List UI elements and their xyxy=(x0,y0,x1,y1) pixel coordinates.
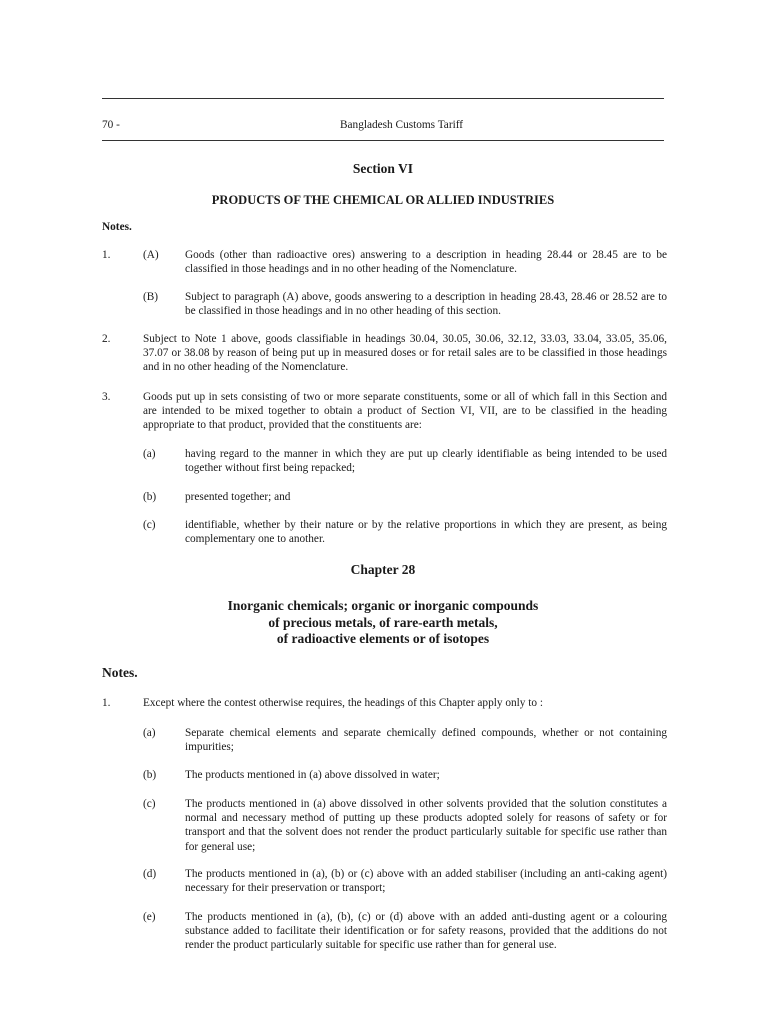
sub-label: (d) xyxy=(143,868,157,880)
sub-text: Subject to paragraph (A) above, goods answering to a description in heading 28.43, 28.46 or 28.52 are to be classified in those headings and in no other heading of this section. xyxy=(185,291,667,318)
sub-text: The products mentioned in (a), (b), (c) or (d) above with an added anti-dusting agent or a colouring substance added to facilitate their identification or for safety reasons, provided that the additions do not render the product particularly suitable for specific use rather than for general use. xyxy=(185,911,667,952)
sub-label: (a) xyxy=(143,727,156,739)
sub-text: presented together; and xyxy=(185,491,291,503)
sub-text: having regard to the manner in which they are put up clearly identifiable as being intended to be used together without first being repacked; xyxy=(185,448,667,475)
header-top-rule xyxy=(102,98,664,99)
section-note-number: 2. xyxy=(102,333,111,345)
sub-label: (c) xyxy=(143,798,156,810)
sub-text: identifiable, whether by their nature or by the relative proportions in which they are present, as being complementary one to another. xyxy=(185,519,667,546)
sub-text: Goods (other than radioactive ores) answering to a description in heading 28.44 or 28.45 are to be classified in those headings and in no other heading of the Nomenclature. xyxy=(185,249,667,276)
section-note-text: Subject to Note 1 above, goods classifiable in headings 30.04, 30.05, 30.06, 32.12, 33.03, 33.04, 33.05, 35.06, 37.07 or 38.08 by reason of being put up in measured doses or for retail sales are to be classified in those headings and in no other heading of the Nomenclature. xyxy=(143,333,667,374)
section-note-number: 3. xyxy=(102,391,111,403)
sub-label: (A) xyxy=(143,249,159,261)
sub-text: The products mentioned in (a) above dissolved in other solvents provided that the solution constitutes a normal and necessary method of putting up these products adopted solely for reasons of safety or for transport and that the solvent does not render the product particularly suitable for specific use rather than for general use; xyxy=(185,798,667,853)
header-bottom-rule xyxy=(102,140,664,141)
section-subtitle: PRODUCTS OF THE CHEMICAL OR ALLIED INDUSTRIES xyxy=(211,193,555,207)
chapter-heading-line: of precious metals, of rare-earth metals, xyxy=(268,614,498,630)
section-note-number: 1. xyxy=(102,249,111,261)
sub-text: Separate chemical elements and separate chemically defined compounds, whether or not containing impurities; xyxy=(185,727,667,754)
sub-label: (b) xyxy=(143,769,157,781)
chapter-note-text: Except where the contest otherwise requires, the headings of this Chapter apply only to : xyxy=(143,697,543,709)
chapter-note-number: 1. xyxy=(102,697,111,709)
sub-label: (b) xyxy=(143,491,157,503)
sub-label: (a) xyxy=(143,448,156,460)
chapter-notes-label: Notes. xyxy=(102,665,138,680)
sub-label: (e) xyxy=(143,911,156,923)
document-title: Bangladesh Customs Tariff xyxy=(340,119,464,131)
section-notes-label: Notes. xyxy=(102,221,132,233)
chapter-title: Chapter 28 xyxy=(350,562,416,577)
chapter-heading-line: Inorganic chemicals; organic or inorganic compounds xyxy=(227,598,539,613)
section-note-text: Goods put up in sets consisting of two or more separate constituents, some or all of which fall in this Section and are intended to be mixed together to obtain a product of Section VI, VII, are to be classified in the heading appropriate to that product, provided that the constituents are: xyxy=(143,391,667,432)
chapter-heading-line: of radioactive elements or of isotopes xyxy=(276,631,490,646)
sub-text: The products mentioned in (a) above dissolved in water; xyxy=(185,769,440,781)
sub-label: (c) xyxy=(143,519,156,531)
sub-label: (B) xyxy=(143,291,159,303)
sub-text: The products mentioned in (a), (b) or (c) above with an added stabiliser (including an anti-caking agent) necessary for their preservation or transport; xyxy=(185,868,667,895)
page-number: 70 - xyxy=(102,119,120,131)
section-title: Section VI xyxy=(352,161,414,176)
